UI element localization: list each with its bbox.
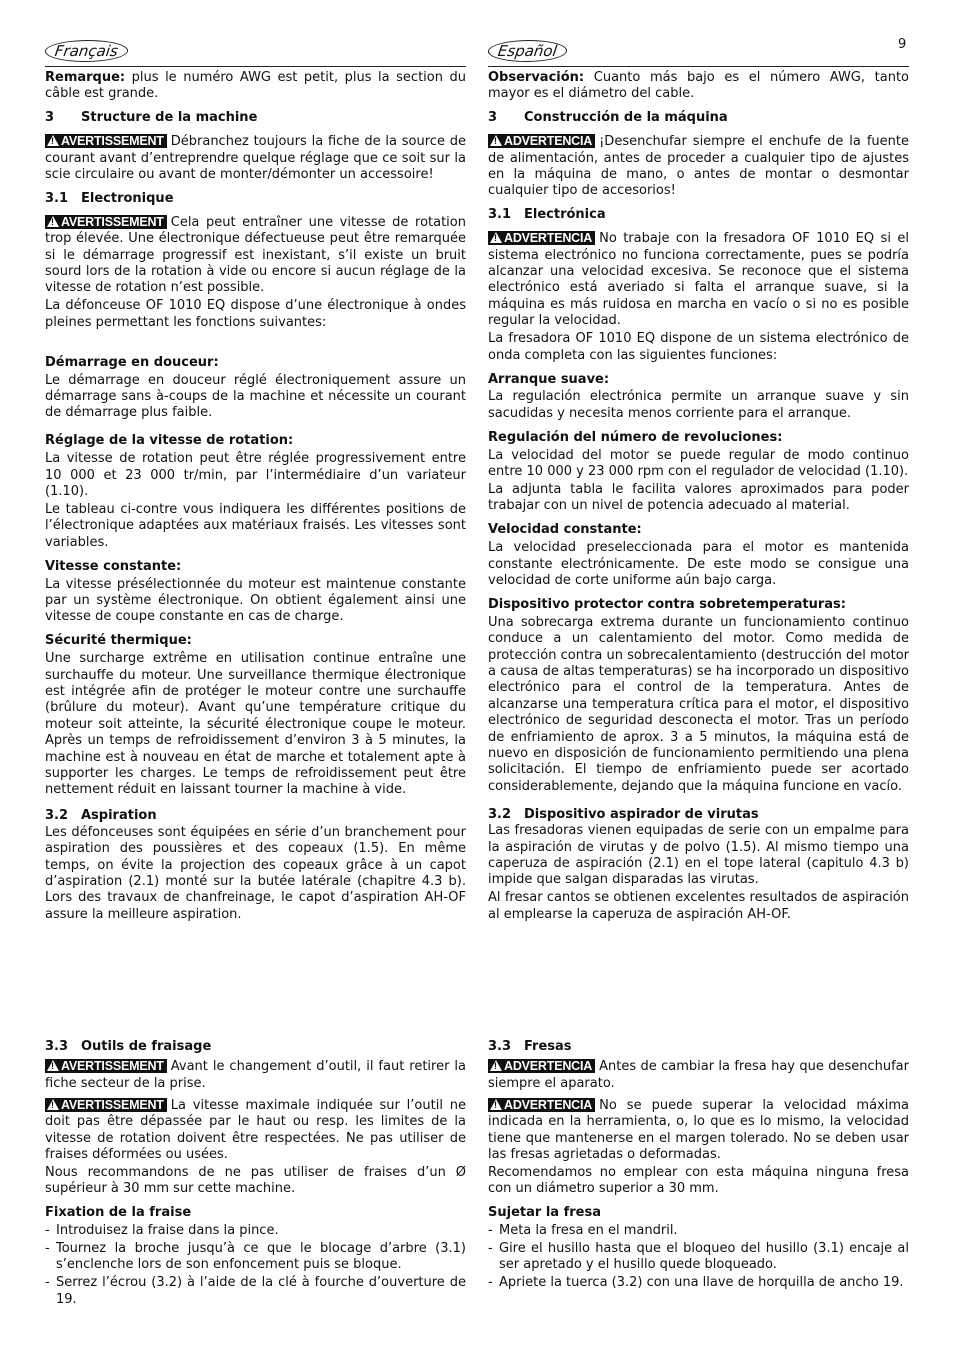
warning-label: ADVERTENCIA — [504, 231, 593, 246]
section-number: 3.3 — [488, 1039, 512, 1054]
list-item: - Meta la fresa en el mandril. — [488, 1223, 909, 1239]
section-heading — [45, 1039, 466, 1055]
section-heading — [488, 1039, 909, 1055]
subheading: Réglage de la vitesse de rotation: — [45, 433, 294, 449]
step-list — [488, 1223, 909, 1292]
warning-badge — [45, 134, 167, 148]
header-rule-french — [45, 66, 466, 67]
warning-text: Avant le changement d’outil, il faut retirer la fiche secteur de la prise. — [45, 1059, 466, 1091]
section-number: 3 — [488, 110, 498, 126]
warning-badge — [45, 215, 167, 229]
warning-text: Cela peut entraîner une vitesse de rotation trop élevée. Une électronique défectueuse peut être remarquée si le démarrage progressif est inexistant, s’il existe un bruit sourd lors de la rotation à vide ou encore si aucun réglage de la vitesse de rotation n’est possible. — [45, 214, 466, 296]
section-heading — [45, 808, 466, 824]
paragraph: La fresadora OF 1010 EQ dispone de un sistema electrónico de onda completa con las siguientes funciones: — [488, 331, 909, 363]
warning-label: ADVERTENCIA — [504, 1059, 593, 1074]
paragraph: Al fresar cantos se obtienen excelentes resultados de aspiración al emplearse la caperuza de aspiración AH-OF. — [488, 890, 909, 922]
paragraph: La vitesse présélectionnée du moteur est maintenue constante par un système électronique. On obtient également ainsi une vitesse de coupe constante en cas de charge. — [45, 576, 466, 625]
remark-text: plus le numéro AWG est petit, plus la section du câble est grande. — [45, 70, 466, 102]
spanish-column-top — [488, 70, 909, 925]
paragraph: Le démarrage en douceur réglé électroniquement assure un démarrage sans à-coups de la machine et nécessite un courant de démarrage plus faible. — [45, 372, 466, 421]
warning-badge — [488, 1059, 595, 1073]
paragraph: La adjunta tabla le facilita valores aproximados para poder trabajar con un nivel de potencia adecuado al material. — [488, 481, 909, 514]
paragraph: Nous recommandons de ne pas utiliser de fraises d’un Ø supérieur à 30 mm sur cette machine. — [45, 1164, 466, 1197]
warning-paragraph — [488, 1059, 909, 1092]
subheading: Regulación del número de revoluciones: — [488, 429, 783, 445]
paragraph: Une surcharge extrême en utilisation continue entraîne une surchauffe du moteur. Une surveillance thermique électronique est intégrée afin de protéger le moteur contre une surchauffe (brûlure du moteur). Avant qu’une température critique du moteur soit atteinte, la sécurité électronique coupe le moteur. Après un temps de refroidissement d’environ 3 à 5 minutes, la machine est à nouveau en état de marche et totalement apte à supporter les charges. Le temps de refroidissement peut être nettement réduit en laissant tourner la machine à vide. — [45, 651, 466, 798]
paragraph: La velocidad preseleccionada para el motor es mantenida constante electrónicamente. De este modo se consigue una velocidad de corte uniforme aún bajo carga. — [488, 540, 909, 588]
language-label-french: Français — [43, 40, 129, 62]
warning-paragraph — [488, 1098, 909, 1164]
paragraph: Les défonceuses sont équipées en série d’un branchement pour aspiration des poussières et des copeaux (1.5). En même temps, on évite la projection des copeaux grâce à un capot d’aspiration (2.1) monté sur la butée latérale (chapitre 4.3 b). Lors des travaux de chanfreinage, le capot d’aspiration AH-OF assure la meilleure aspiration. — [45, 824, 466, 922]
paragraph: La regulación electrónica permite un arranque suave y sin sacudidas y necesita menos corriente para el arranque. — [488, 389, 909, 421]
warning-text: No se puede superar la velocidad máxima indicada en la herramienta, o, lo que es lo mismo, la velocidad tiene que mantenerse en el margen tolerado. No se deben usar las fresas agrietadas o deformadas. — [488, 1097, 909, 1162]
paragraph: La défonceuse OF 1010 EQ dispose d’une électronique à ondes pleines permettant les fonctions suivantes: — [45, 298, 466, 330]
list-item: - Gire el husillo hasta que el bloqueo del husillo (3.1) encaje al ser apretado y el husillo quede bloqueado. — [488, 1241, 909, 1274]
warning-triangle-icon — [47, 216, 59, 227]
warning-triangle-icon — [490, 135, 502, 146]
spanish-column-bottom — [488, 1039, 909, 1293]
remark — [45, 70, 466, 103]
paragraph: Las fresadoras vienen equipadas de serie con un empalme para la aspiración de virutas y de polvo (1.5). Al mismo tiempo una caperuza de aspiración (2.1) en el tope lateral (capitulo 4.3 b) impide que salgan disparadas las virutas. — [488, 823, 909, 888]
subheading: Dispositivo protector contra sobretemperaturas: — [488, 596, 846, 612]
section-title: Fresas — [524, 1039, 572, 1054]
warning-label: AVERTISSEMENT — [61, 1097, 164, 1112]
step-list — [45, 1223, 466, 1308]
warning-triangle-icon — [490, 1099, 502, 1110]
warning-label: ADVERTENCIA — [504, 134, 593, 149]
section-number: 3 — [45, 110, 55, 126]
french-column-bottom — [45, 1039, 466, 1310]
warning-text: ¡Desenchufar siempre el enchufe de la fuente de alimentación, antes de proceder a cualquier tipo de ajustes en la máquina de mano, o antes de montar o desmontar cualquier tipo de accesorios! — [488, 134, 909, 199]
warning-badge — [488, 231, 595, 245]
section-number: 3.3 — [45, 1039, 69, 1054]
remark-text: Cuanto más bajo es el número AWG, tanto mayor es el diámetro del cable. — [488, 70, 909, 102]
warning-text: No trabaje con la fresadora OF 1010 EQ si el sistema electrónico no funciona correctamente, pues se podría alcanzar una velocidad excesiva. Se reconoce que el sistema electrónico está averiado si falta el arranque suave, si la máquina es más ruidosa en marcha en vacío o si no es posible regular la velocidad. — [488, 231, 909, 329]
paragraph: La vitesse de rotation peut être réglée progressivement entre 10 000 et 23 000 tr/min, par l’intermédiaire d’un variateur (1.10). — [45, 451, 466, 500]
warning-paragraph — [45, 134, 466, 183]
warning-label: AVERTISSEMENT — [61, 134, 164, 149]
subheading: Vitesse constante: — [45, 558, 182, 574]
warning-paragraph — [45, 215, 466, 297]
warning-triangle-icon — [490, 1060, 502, 1071]
warning-triangle-icon — [490, 232, 502, 243]
warning-label: ADVERTENCIA — [504, 1097, 593, 1112]
subheading: Sujetar la fresa — [488, 1205, 601, 1221]
paragraph: La velocidad del motor se puede regular de modo continuo entre 10 000 y 23 000 rpm con el regulador de velocidad (1.10). — [488, 447, 909, 480]
warning-paragraph — [488, 134, 909, 200]
subheading: Fixation de la fraise — [45, 1205, 192, 1221]
warning-paragraph — [45, 1059, 466, 1092]
subheading: Arranque suave: — [488, 371, 610, 387]
warning-label: AVERTISSEMENT — [61, 1059, 164, 1074]
section-heading — [45, 191, 466, 207]
warning-triangle-icon — [47, 135, 59, 146]
list-item: - Apriete la tuerca (3.2) con una llave de horquilla de ancho 19. — [488, 1275, 909, 1291]
warning-badge — [45, 1059, 167, 1073]
warning-triangle-icon — [47, 1099, 59, 1110]
warning-triangle-icon — [47, 1060, 59, 1071]
warning-paragraph — [45, 1098, 466, 1164]
section-title: Outils de fraisage — [81, 1039, 212, 1054]
section-heading — [45, 110, 466, 126]
remark-label: Remarque: — [45, 70, 126, 85]
header-rule-spanish — [488, 66, 909, 67]
paragraph: Recomendamos no emplear con esta máquina ninguna fresa con un diámetro superior a 30 mm. — [488, 1164, 909, 1197]
french-column-top — [45, 70, 466, 925]
warning-text: La vitesse maximale indiquée sur l’outil ne doit pas être dépassée par le haut ou resp. les limites de la vitesse de rotation doivent être respectées. Ne pas utiliser de fraises déformées ou usées. — [45, 1097, 466, 1162]
warning-paragraph — [488, 231, 909, 329]
warning-badge — [45, 1098, 167, 1112]
section-heading — [488, 110, 909, 126]
section-heading — [488, 807, 909, 823]
section-title: Aspiration — [81, 808, 157, 824]
subheading: Démarrage en douceur: — [45, 354, 219, 370]
language-label-spanish: Español — [486, 40, 568, 62]
section-title: Dispositivo aspirador de virutas — [524, 806, 759, 822]
list-item: - Tournez la broche jusqu’à ce que le blocage d’arbre (3.1) s’enclenche lors de son enfoncement puis se bloque. — [45, 1241, 466, 1274]
remark — [488, 70, 909, 103]
section-title: Structure de la machine — [81, 110, 258, 126]
list-item: - Serrez l’écrou (3.2) à l’aide de la clé à fourche d’ouverture de 19. — [45, 1275, 466, 1308]
section-number: 3.1 — [488, 207, 512, 223]
warning-badge — [488, 134, 595, 148]
warning-text: Débranchez toujours la fiche de la source de courant avant d’entreprendre quelque réglage que ce soit sur la scie circulaire ou avant de monter/démonter un accessoire! — [45, 134, 466, 183]
subheading: Sécurité thermique: — [45, 633, 192, 649]
section-heading — [488, 207, 909, 223]
section-title: Electronique — [81, 190, 174, 206]
paragraph: Le tableau ci-contre vous indiquera les différentes positions de l’électronique adaptées aux matériaux fraisés. Les vitesses sont variables. — [45, 501, 466, 550]
page-number: 9 — [898, 37, 907, 52]
section-title: Construcción de la máquina — [524, 110, 728, 126]
section-title: Electrónica — [524, 207, 606, 223]
warning-label: AVERTISSEMENT — [61, 214, 164, 229]
list-item: - Introduisez la fraise dans la pince. — [45, 1223, 466, 1239]
section-number: 3.2 — [45, 808, 69, 824]
section-number: 3.2 — [488, 806, 512, 822]
warning-text: Antes de cambiar la fresa hay que desenchufar siempre el aparato. — [488, 1059, 909, 1091]
subheading: Velocidad constante: — [488, 522, 642, 538]
paragraph: Una sobrecarga extrema durante un funcionamiento continuo conduce a un calentamiento del motor. Como medida de protección contra un sobrecalentamiento (destrucción del motor a causa de altas temperaturas) se ha incorporado un dispositivo electrónico para el control de la temperatura. Antes de alcanzarse una temperatura crítica para el motor, el dispositivo electrónico de seguridad desconecta el motor. Tras un período de enfriamiento de aprox. 3 a 5 minutos, la máquina está de nuevo en disposición de funcionamiento permitiendo una plena solicitación. El tiempo de enfriamiento puede ser acortado considerablemente, dejando que la máquina funcione en vacío. — [488, 614, 909, 794]
remark-label: Observación: — [488, 70, 585, 85]
section-number: 3.1 — [45, 190, 69, 206]
warning-badge — [488, 1098, 595, 1112]
